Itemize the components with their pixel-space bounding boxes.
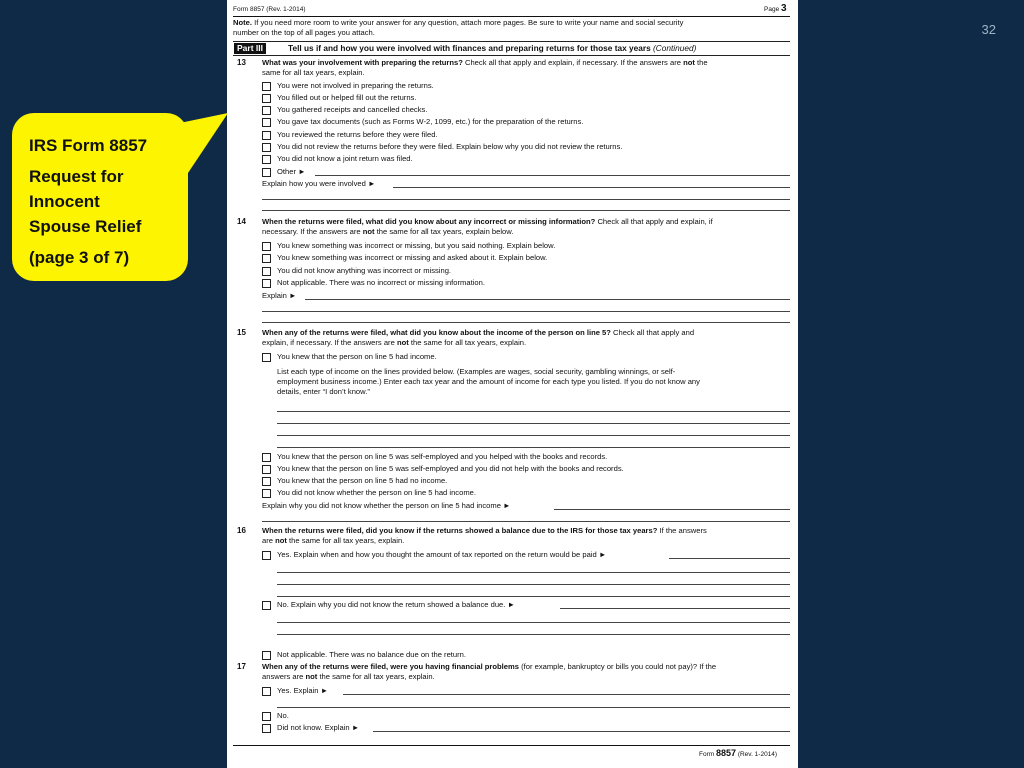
q14-option-3: You did not know anything was incorrect or missing.	[277, 266, 452, 275]
q13-option-5: You reviewed the returns before they were filed.	[277, 130, 438, 139]
q13-option-6: You did not review the returns before they were filed. Explain below why you did not review the returns.	[277, 142, 623, 151]
callout-line-5: (page 3 of 7)	[29, 248, 130, 267]
q13-checkbox-2[interactable]	[262, 94, 271, 103]
q15-option-4: You knew that the person on line 5 had no income.	[277, 476, 448, 485]
q17-checkbox-dk[interactable]	[262, 724, 271, 733]
q15-list-instruction-3: details, enter “I don’t know.”	[277, 387, 370, 396]
q15-explain-label: Explain why you did not know whether the person on line 5 had income ►	[262, 501, 511, 510]
q15-income-line-1[interactable]	[277, 411, 790, 412]
q15-checkbox-4[interactable]	[262, 477, 271, 486]
q17-no-label: No.	[277, 711, 289, 720]
q14-checkbox-2[interactable]	[262, 254, 271, 263]
q14-checkbox-4[interactable]	[262, 279, 271, 288]
q14-explain-line-3[interactable]	[262, 322, 790, 323]
q15-option-1: You knew that the person on line 5 had income.	[277, 352, 437, 361]
callout-line-4: Spouse Relief	[29, 217, 142, 236]
q16-yes-line-4[interactable]	[277, 596, 790, 597]
q14-number: 14	[237, 217, 246, 226]
q16-checkbox-no[interactable]	[262, 601, 271, 610]
q16-number: 16	[237, 526, 246, 535]
q15-question: When any of the returns were filed, what did you know about the income of the person on line 5? Check all that apply and	[262, 328, 695, 337]
q14-explain-label: Explain ►	[262, 291, 297, 300]
q13-checkbox-6[interactable]	[262, 143, 271, 152]
page-number: 3	[781, 3, 787, 14]
part-title: Tell us if and how you were involved with finances and preparing returns for those tax years (Continued)	[288, 43, 697, 53]
q16-no-line-2[interactable]	[277, 622, 790, 623]
page-label: Page 3	[764, 3, 787, 14]
q16-no-label: No. Explain why you did not know the return showed a balance due. ►	[277, 600, 516, 609]
q15-number: 15	[237, 328, 246, 337]
form-revision: Form 8857 (Rev. 1-2014)	[233, 6, 306, 13]
callout-line-3: Innocent	[29, 192, 100, 211]
q13-option-1: You were not involved in preparing the returns.	[277, 81, 434, 90]
q13-option-2: You filled out or helped fill out the returns.	[277, 93, 417, 102]
q16-line2: are not the same for all tax years, explain.	[262, 536, 405, 545]
q15-checkbox-2[interactable]	[262, 453, 271, 462]
q14-option-1: You knew something was incorrect or missing, but you said nothing. Explain below.	[277, 241, 556, 250]
q13-checkbox-4[interactable]	[262, 118, 271, 127]
q15-list-instruction-1: List each type of income on the lines provided below. (Examples are wages, social security, gambling winnings, or self-	[277, 367, 676, 376]
q14-question: When the returns were filed, what did you know about any incorrect or missing information? Check all that apply and explain, if	[262, 217, 713, 226]
footer-form: Form 8857 (Rev. 1-2014)	[699, 748, 778, 758]
q16-no-field[interactable]	[560, 608, 790, 609]
note-text-2: number on the top of all pages you attach.	[233, 28, 375, 37]
q16-checkbox-yes[interactable]	[262, 551, 271, 560]
q15-checkbox-3[interactable]	[262, 465, 271, 474]
q15-list-instruction-2: employment business income.) Enter each tax year and the amount of income for each type you listed. If you do not know any	[277, 377, 700, 386]
q13-question: What was your involvement with preparing the returns? Check all that apply and explain, if necessary. If the answers are not the	[262, 58, 708, 67]
q14-checkbox-1[interactable]	[262, 242, 271, 251]
q17-question: When any of the returns were filed, were you having financial problems (for example, bankruptcy or bills you could not pay)? If the	[262, 662, 717, 671]
q15-option-5: You did not know whether the person on line 5 had income.	[277, 488, 476, 497]
q17-checkbox-yes[interactable]	[262, 687, 271, 696]
q13-explain-line-2[interactable]	[262, 199, 790, 200]
q17-yes-line-2[interactable]	[277, 707, 790, 708]
q14-explain-field[interactable]	[305, 299, 790, 300]
q15-option-2: You knew that the person on line 5 was self-employed and you helped with the books and records.	[277, 452, 608, 461]
q13-option-3: You gathered receipts and cancelled checks.	[277, 105, 428, 114]
q15-income-line-3[interactable]	[277, 435, 790, 436]
q15-checkbox-5[interactable]	[262, 489, 271, 498]
callout-line-2: Request for	[29, 167, 124, 186]
q16-question: When the returns were filed, did you know if the returns showed a balance due to the IRS for those tax years? If the answers	[262, 526, 707, 535]
q15-explain-field[interactable]	[554, 509, 790, 510]
q13-line2: same for all tax years, explain.	[262, 68, 365, 77]
q14-option-4: Not applicable. There was no incorrect or missing information.	[277, 278, 485, 287]
q17-yes-label: Yes. Explain ►	[277, 686, 329, 695]
q17-dk-label: Did not know. Explain ►	[277, 723, 360, 732]
slide-number: 32	[981, 22, 996, 37]
q13-other-label: Other ►	[277, 167, 306, 176]
callout-box	[12, 113, 188, 281]
q16-yes-label: Yes. Explain when and how you thought the amount of tax reported on the return would be paid ►	[277, 550, 607, 559]
q16-yes-line-3[interactable]	[277, 584, 790, 585]
q16-yes-line-2[interactable]	[277, 572, 790, 573]
q13-other-field[interactable]	[315, 175, 790, 176]
q17-yes-field[interactable]	[343, 694, 790, 695]
q16-yes-field[interactable]	[669, 558, 790, 559]
q14-option-2: You knew something was incorrect or missing and asked about it. Explain below.	[277, 253, 548, 262]
q15-income-line-4[interactable]	[277, 447, 790, 448]
q15-income-line-2[interactable]	[277, 423, 790, 424]
q13-checkbox-1[interactable]	[262, 82, 271, 91]
q14-explain-line-2[interactable]	[262, 311, 790, 312]
q17-number: 17	[237, 662, 246, 671]
q15-explain-line-2[interactable]	[262, 521, 790, 522]
q13-checkbox-other[interactable]	[262, 168, 271, 177]
q14-checkbox-3[interactable]	[262, 267, 271, 276]
q13-checkbox-3[interactable]	[262, 106, 271, 115]
q13-checkbox-7[interactable]	[262, 155, 271, 164]
q17-line2: answers are not the same for all tax years, explain.	[262, 672, 435, 681]
q16-no-line-3[interactable]	[277, 634, 790, 635]
q13-explain-line-3[interactable]	[262, 210, 790, 211]
q13-explain-field[interactable]	[393, 187, 790, 188]
q13-explain-label: Explain how you were involved ►	[262, 179, 376, 188]
q17-checkbox-no[interactable]	[262, 712, 271, 721]
q13-checkbox-5[interactable]	[262, 131, 271, 140]
q16-checkbox-na[interactable]	[262, 651, 271, 660]
q13-option-4: You gave tax documents (such as Forms W-2, 1099, etc.) for the preparation of the returns.	[277, 117, 584, 126]
q16-na-label: Not applicable. There was no balance due on the return.	[277, 650, 466, 659]
q15-option-3: You knew that the person on line 5 was self-employed and you did not help with the books and records.	[277, 464, 624, 473]
note-text: Note. If you need more room to write your answer for any question, attach more pages. Be sure to write your name and social security	[233, 18, 684, 27]
q15-checkbox-1[interactable]	[262, 353, 271, 362]
q14-line2: necessary. If the answers are not the same for all tax years, explain below.	[262, 227, 514, 236]
q13-option-7: You did not know a joint return was filed.	[277, 154, 413, 163]
part-tag: Part III	[234, 43, 266, 54]
form-page	[227, 0, 798, 768]
callout-title: IRS Form 8857	[29, 136, 148, 155]
q15-line2: explain, if necessary. If the answers are not the same for all tax years, explain.	[262, 338, 527, 347]
q13-number: 13	[237, 58, 246, 67]
q17-dk-field[interactable]	[373, 731, 790, 732]
